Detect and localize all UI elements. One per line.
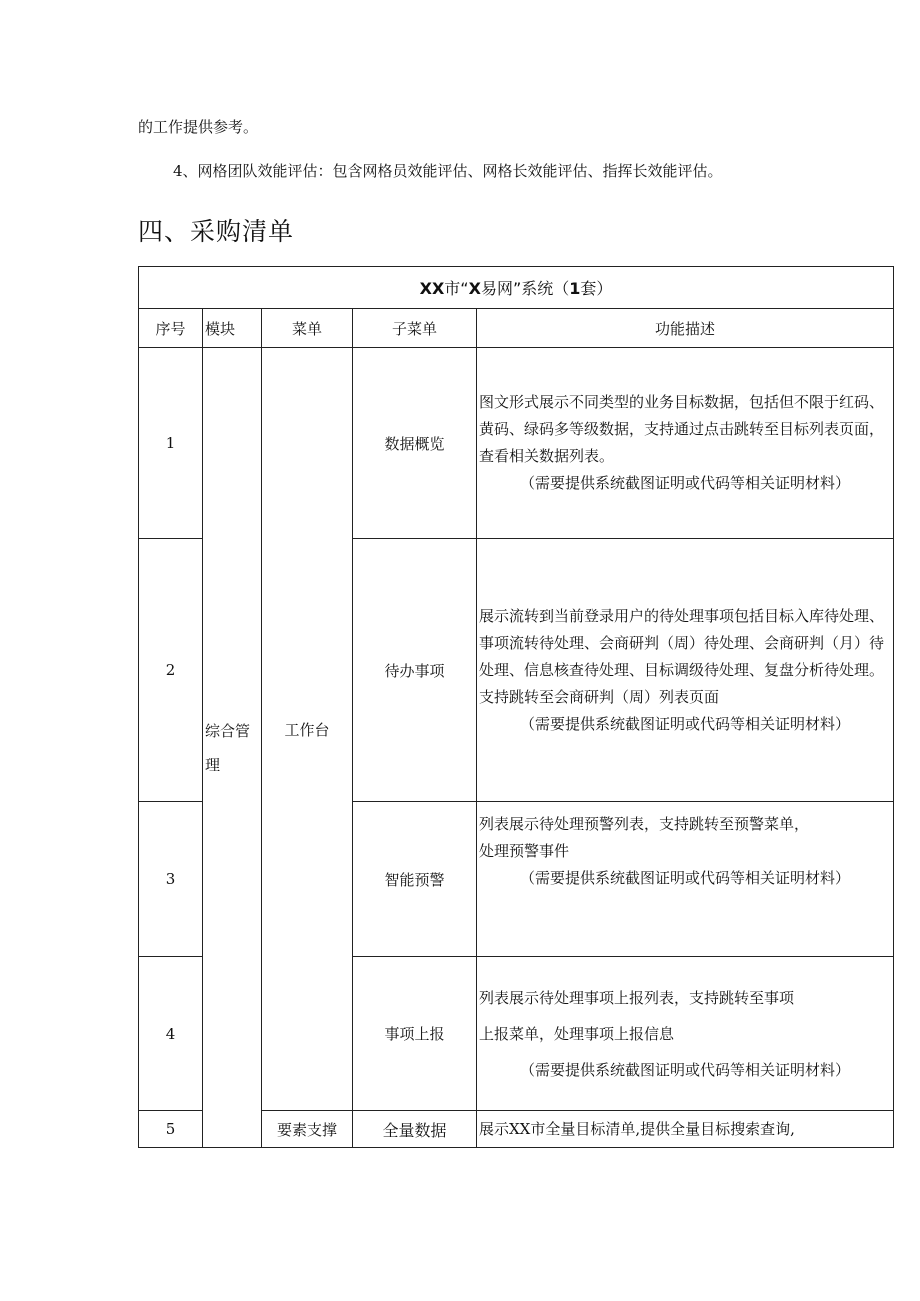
row-seq: 2: [139, 539, 203, 802]
menu-cell: 工作台: [262, 348, 353, 1111]
row-submenu: 全量数据: [353, 1111, 477, 1148]
row-seq: 1: [139, 348, 203, 539]
row-desc: 图文形式展示不同类型的业务目标数据，包括但不限于红码、黄码、绿码多等级数据，支持通过点击跳转至目标列表页面，查看相关数据列表。 （需要提供系统截图证明或代码等相关证明材料）: [477, 348, 894, 539]
row-menu: 要素支撑: [262, 1111, 353, 1148]
row-desc: 展示流转到当前登录用户的待处理事项包括目标入库待处理、事项流转待处理、会商研判（周）待处理、会商研判（月）待处理、信息核查待处理、目标调级待处理、复盘分析待处理。支持跳转至会商研判（周）列表页面 （需要提供系统截图证明或代码等相关证明材料）: [477, 539, 894, 802]
row-submenu: 智能预警: [353, 802, 477, 957]
row-seq: 5: [139, 1111, 203, 1148]
procurement-table: [138, 266, 894, 1148]
row-desc: 列表展示待处理事项上报列表，支持跳转至事项 上报菜单，处理事项上报信息 （需要提供系统截图证明或代码等相关证明材料）: [477, 957, 894, 1111]
row-note: （需要提供系统截图证明或代码等相关证明材料）: [520, 869, 851, 887]
row-submenu: 数据概览: [353, 348, 477, 539]
row-note: （需要提供系统截图证明或代码等相关证明材料）: [520, 714, 851, 733]
row-seq: 4: [139, 957, 203, 1111]
header-submenu: 子菜单: [353, 309, 477, 348]
intro-line-2: 4、网格团队效能评估：包含网格员效能评估、网格长效能评估、指挥长效能评估。: [173, 162, 723, 180]
header-desc: 功能描述: [477, 309, 894, 348]
row-submenu: 事项上报: [353, 957, 477, 1111]
intro-line-1: 的工作提供参考。: [138, 118, 259, 136]
module-cell: 综合管理: [203, 348, 262, 1148]
row-desc: 展示XX市全量目标清单,提供全量目标搜索查询,: [477, 1111, 894, 1148]
row-note: （需要提供系统截图证明或代码等相关证明材料）: [520, 474, 851, 492]
table-header-row: [139, 309, 894, 348]
row-desc: 列表展示待处理预警列表，支持跳转至预警菜单， 处理预警事件 （需要提供系统截图证明或代码等相关证明材料）: [477, 802, 894, 957]
row-note: （需要提供系统截图证明或代码等相关证明材料）: [520, 1060, 851, 1079]
section-heading: 四、采购清单: [138, 217, 295, 246]
table-row: [139, 348, 894, 539]
header-menu: 菜单: [262, 309, 353, 348]
table-title: XX市“X易网”系统（1套）: [139, 267, 894, 309]
header-seq: 序号: [139, 309, 203, 348]
row-seq: 3: [139, 802, 203, 957]
row-submenu: 待办事项: [353, 539, 477, 802]
header-module: 模块: [203, 309, 262, 348]
